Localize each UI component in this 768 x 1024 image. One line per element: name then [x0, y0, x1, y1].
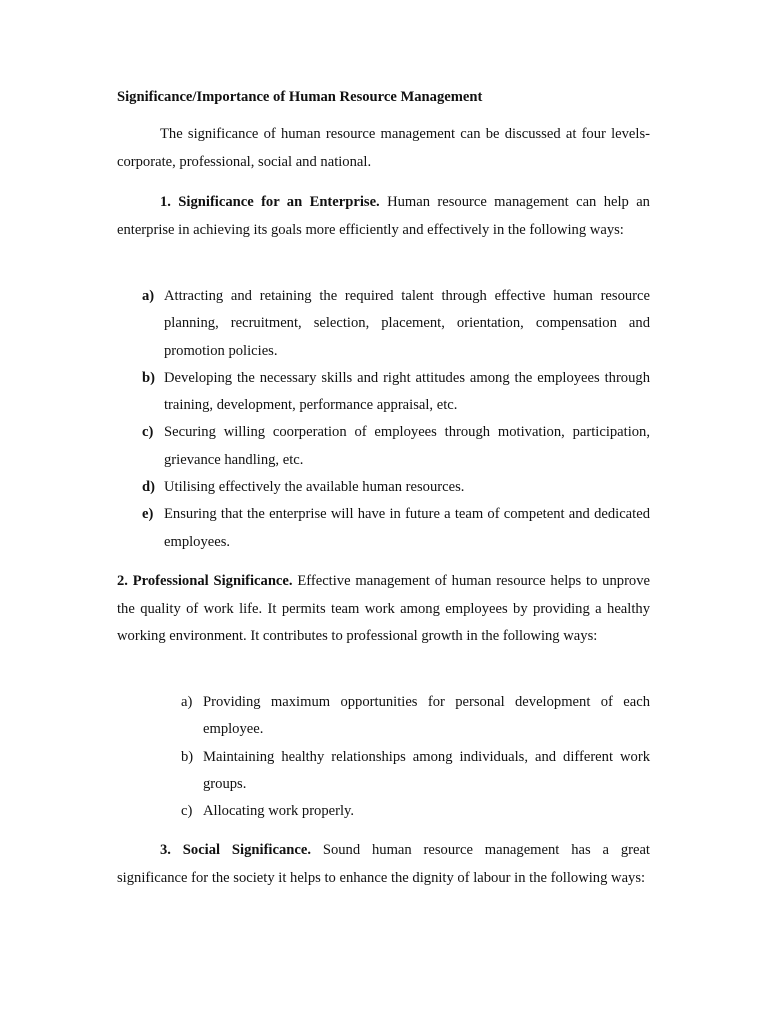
section2-list [181, 689, 650, 825]
list-item-text: Providing maximum opportunities for personal development of each employee. [203, 694, 650, 738]
list-item [181, 689, 650, 744]
section2-heading: 2. Professional Significance. [117, 573, 293, 589]
list-marker: d) [142, 479, 155, 496]
list-item-text: Utilising effectively the available human resources. [164, 479, 465, 496]
list-item-text: Attracting and retaining the required talent through effective human resource planning, recruitment, selection, placement, orientation, compensation and promotion policies. [164, 288, 650, 359]
section3-paragraph [117, 837, 650, 892]
section3-heading: 3. Social Significance. [160, 842, 311, 858]
section3-text: Sound human resource management has a great significance for the society it helps to enhance the dignity of labour in the following ways: [117, 842, 650, 886]
section1-text: Human resource management can help an enterprise in achieving its goals more efficiently and effectively in the following ways: [117, 194, 650, 238]
list-item-text: Developing the necessary skills and right attitudes among the employees through training, development, performance appraisal, etc. [164, 369, 650, 414]
list-item [142, 419, 650, 474]
section1-list [142, 283, 650, 556]
list-item [142, 365, 650, 420]
section1-paragraph [117, 189, 650, 244]
section2-text: Effective management of human resource helps to unprove the quality of work life. It permits team work among employees by providing a healthy working environment. It contributes to professional growth in the following ways: [117, 573, 651, 644]
intro-paragraph [117, 121, 650, 176]
list-marker: a) [142, 288, 155, 304]
list-item-text: Ensuring that the enterprise will have in future a team of competent and dedicated employees. [164, 506, 650, 550]
list-item-text: Maintaining healthy relationships among individuals, and different work groups. [203, 748, 650, 792]
list-marker: c) [142, 424, 154, 441]
list-item [142, 501, 650, 556]
list-marker: a) [181, 694, 193, 710]
list-item-text: Securing willing coorperation of employees through motivation, participation, grievance handling, etc. [164, 424, 650, 468]
intro-text: The significance of human resource management can be discussed at four levels-corporate, professional, social and national. [117, 126, 650, 170]
list-marker: c) [181, 803, 193, 820]
list-item [142, 474, 650, 501]
list-marker: b) [181, 748, 194, 765]
page-title: Significance/Importance of Human Resource Management [117, 89, 483, 105]
section1-heading: 1. Significance for an Enterprise. [160, 194, 380, 210]
section2-paragraph [117, 568, 650, 651]
list-marker: b) [142, 369, 155, 386]
list-item-text: Allocating work properly. [203, 803, 355, 820]
list-item [181, 798, 650, 825]
list-item [181, 744, 650, 799]
list-item [142, 283, 650, 365]
list-marker: e) [142, 506, 154, 523]
